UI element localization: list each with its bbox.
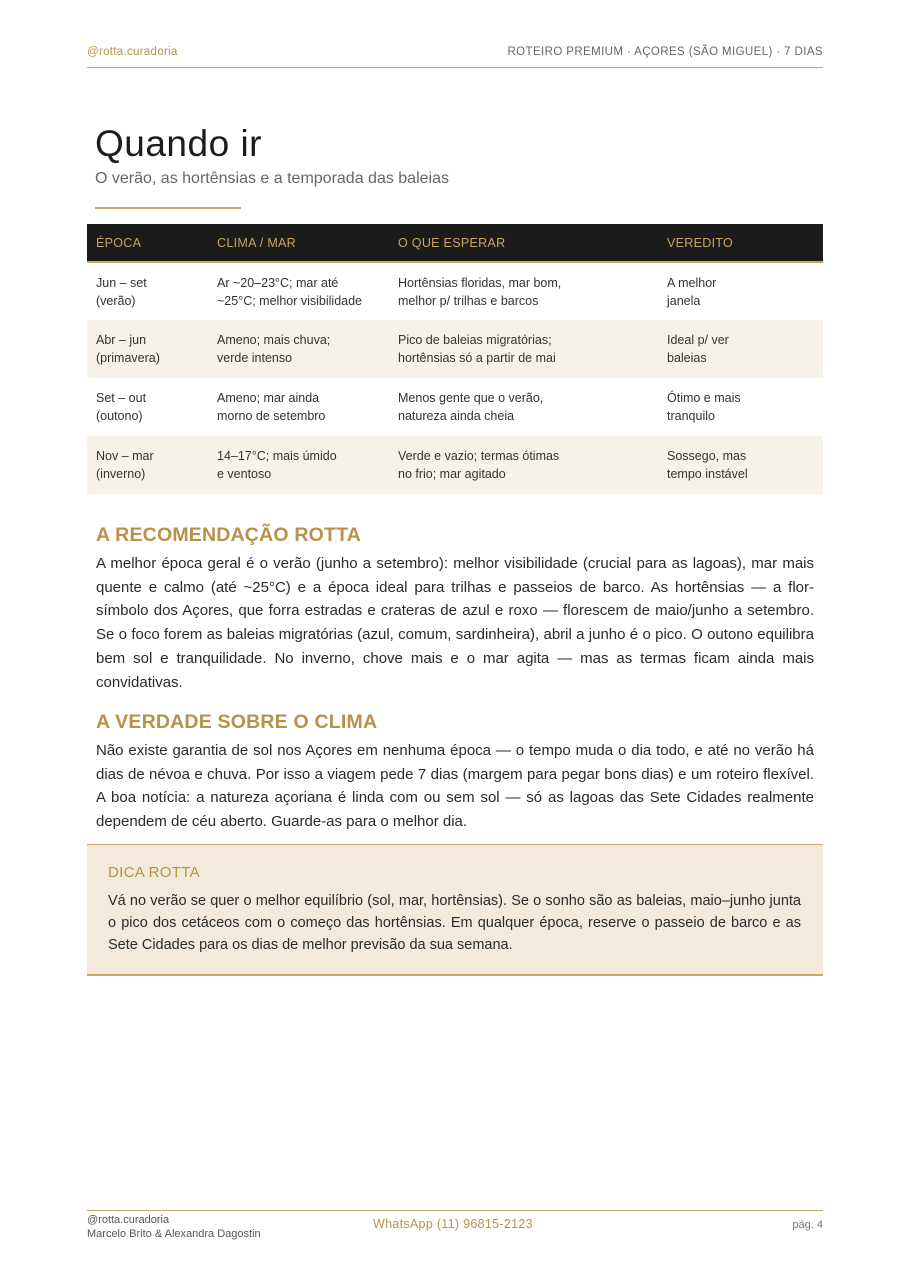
page-number: pág. 4 bbox=[792, 1219, 823, 1231]
cell-line: baleias bbox=[667, 351, 707, 365]
cell-line: Ameno; mais chuva; bbox=[217, 333, 331, 347]
header-doc-title: ROTEIRO PREMIUM · AÇORES (SÃO MIGUEL) · 7 DIAS bbox=[507, 46, 823, 58]
footer-brand: @rotta.curadoria bbox=[87, 1214, 170, 1226]
page-header bbox=[87, 46, 823, 68]
header-brand: @rotta.curadoria bbox=[87, 46, 178, 58]
table-cell bbox=[389, 436, 658, 494]
tip-box bbox=[87, 844, 823, 976]
table-cell bbox=[87, 436, 208, 494]
tip-heading: DICA ROTTA bbox=[108, 864, 200, 881]
cell-line: Verde e vazio; termas ótimas bbox=[398, 449, 560, 463]
cell-line: Pico de baleias migratórias; bbox=[398, 333, 552, 347]
table-cell bbox=[658, 436, 823, 494]
cell-line: Menos gente que o verão, bbox=[398, 391, 544, 405]
cell-line: hortênsias só a partir de mai bbox=[398, 351, 556, 365]
cell-line: (outono) bbox=[96, 409, 143, 423]
cell-line: Set – out bbox=[96, 391, 147, 405]
climate-heading: A VERDADE SOBRE O CLIMA bbox=[96, 711, 378, 733]
table-header-row bbox=[87, 224, 823, 262]
cell-line: Jun – set bbox=[96, 276, 147, 290]
cell-line: janela bbox=[667, 294, 701, 308]
cell-line: Hortênsias floridas, mar bom, bbox=[398, 276, 562, 290]
cell-line: verde intenso bbox=[217, 351, 293, 365]
cell-line: Ameno; mar ainda bbox=[217, 391, 320, 405]
table-cell bbox=[208, 320, 389, 378]
table-row bbox=[87, 378, 823, 436]
page-title: Quando ir bbox=[95, 123, 262, 164]
table-row bbox=[87, 320, 823, 378]
cell-line: Sossego, mas bbox=[667, 449, 747, 463]
footer-whatsapp-link[interactable]: WhatsApp (11) 96815-2123 bbox=[373, 1217, 533, 1231]
table-cell bbox=[87, 262, 208, 320]
cell-line: morno de setembro bbox=[217, 409, 326, 423]
table-cell bbox=[389, 378, 658, 436]
cell-line: tranquilo bbox=[667, 409, 715, 423]
cell-line: no frio; mar agitado bbox=[398, 467, 506, 481]
cell-line: melhor p/ trilhas e barcos bbox=[398, 294, 539, 308]
cell-line: natureza ainda cheia bbox=[398, 409, 515, 423]
table-row bbox=[87, 262, 823, 320]
column-header-esperar: O QUE ESPERAR bbox=[398, 235, 506, 250]
table-cell bbox=[389, 262, 658, 320]
cell-line: (inverno) bbox=[96, 467, 146, 481]
column-header-veredito: VEREDITO bbox=[667, 235, 734, 250]
cell-line: Abr – jun bbox=[96, 333, 147, 347]
table-cell bbox=[389, 320, 658, 378]
page-subtitle: O verão, as hortênsias e a temporada das baleias bbox=[95, 170, 449, 187]
table-row bbox=[87, 436, 823, 494]
cell-line: e ventoso bbox=[217, 467, 272, 481]
table-cell bbox=[87, 378, 208, 436]
seasons-table bbox=[87, 224, 823, 494]
table-cell bbox=[658, 378, 823, 436]
recommendation-text: A melhor época geral é o verão (junho a setembro): melhor visibilidade (crucial para as lagoas), mar mais quente e calmo (até ~25°C) e a época ideal para trilhas e passeios de barco. As hortênsias — a flor-símbolo dos Açores, que forra estradas e crateras de azul e roxo — florescem de maio/junho a setembro. Se o foco forem as baleias migratórias (azul, comum, sardinheira), abril a junho é o pico. O outono equilibra bem sol e tranquilidade. No inverno, chove mais e o mar agita — mas as termas ficam ainda mais convidativas. bbox=[96, 555, 814, 691]
cell-line: Ideal p/ ver bbox=[667, 333, 729, 347]
table-cell bbox=[658, 262, 823, 320]
table-cell bbox=[87, 320, 208, 378]
footer-divider bbox=[87, 1210, 823, 1211]
cell-line: tempo instável bbox=[667, 467, 748, 481]
recommendation-heading: A RECOMENDAÇÃO ROTTA bbox=[96, 524, 362, 546]
table-cell bbox=[208, 436, 389, 494]
column-header-epoca: ÉPOCA bbox=[96, 235, 142, 250]
cell-line: (verão) bbox=[96, 294, 136, 308]
table-cell bbox=[208, 262, 389, 320]
cell-line: Ótimo e mais bbox=[667, 391, 741, 405]
title-divider bbox=[95, 207, 241, 209]
climate-text: Não existe garantia de sol nos Açores em nenhuma época — o tempo muda o dia todo, e até no verão há dias de névoa e chuva. Por isso a viagem pede 7 dias (margem para pegar bons dias) e um roteiro flexível. A boa notícia: a natureza açoriana é linda com ou sem sol — só as lagoas das Sete Cidades realmente dependem de céu aberto. Guarde-as para o melhor dia. bbox=[96, 742, 814, 831]
cell-line: 14–17°C; mais úmido bbox=[217, 449, 337, 463]
cell-line: Ar ~20–23°C; mar até bbox=[217, 276, 339, 290]
footer-authors: Marcelo Brito & Alexandra Dagostin bbox=[87, 1228, 261, 1240]
cell-line: (primavera) bbox=[96, 351, 160, 365]
column-header-clima: CLIMA / MAR bbox=[217, 235, 297, 250]
tip-text: Vá no verão se quer o melhor equilíbrio (sol, mar, hortênsias). Se o sonho são as baleias, maio–junho junta o pico dos cetáceos com o começo das hortênsias. Em qualquer época, reserve o passeio de barco e as Sete Cidades para os dias de melhor previsão da sua semana. bbox=[108, 893, 801, 953]
cell-line: ~25°C; melhor visibilidade bbox=[217, 294, 363, 308]
footer-credits bbox=[87, 1213, 261, 1241]
table-cell bbox=[658, 320, 823, 378]
cell-line: A melhor bbox=[667, 276, 717, 290]
cell-line: Nov – mar bbox=[96, 449, 154, 463]
table-cell bbox=[208, 378, 389, 436]
